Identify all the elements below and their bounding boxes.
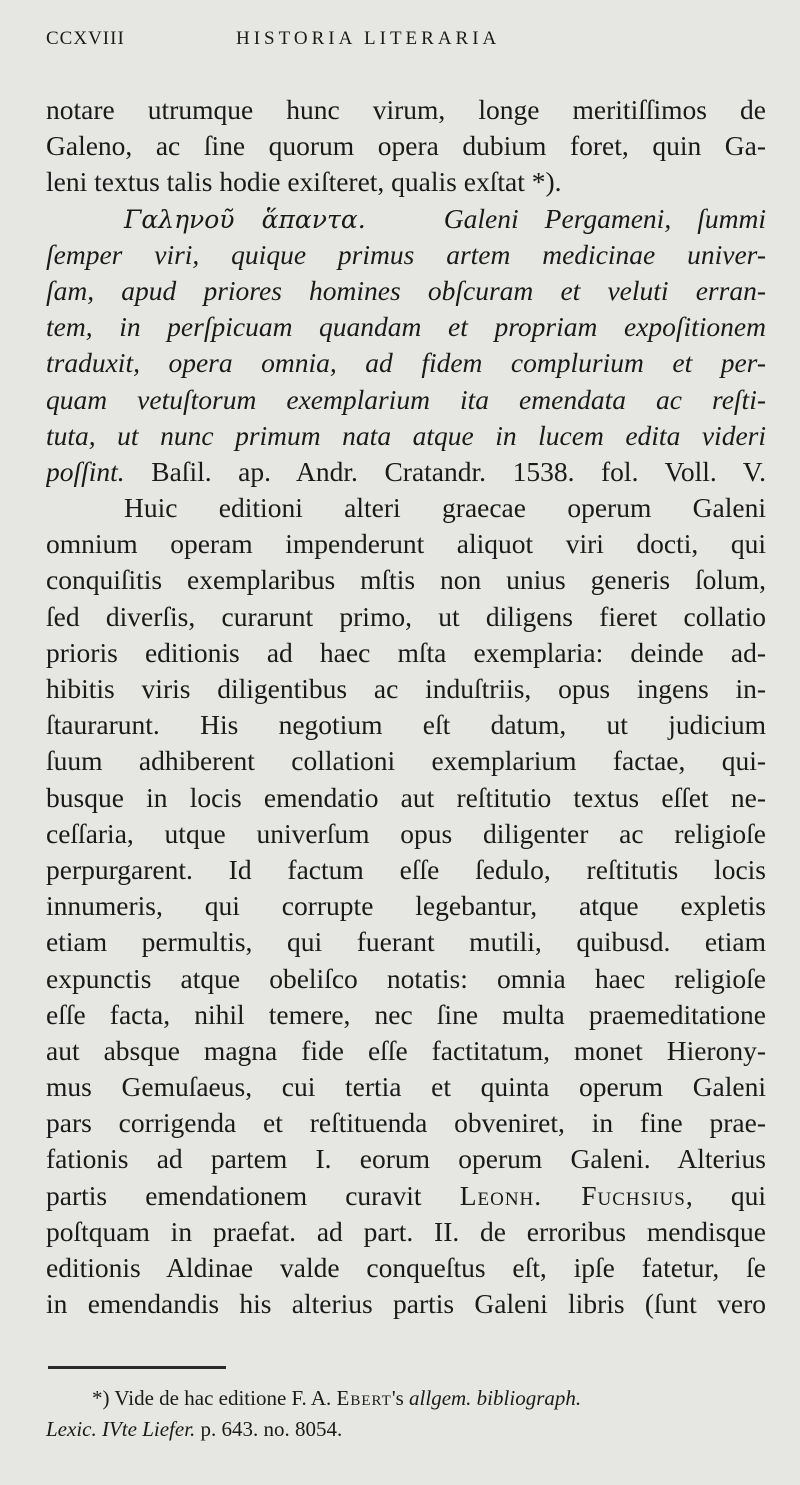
text-line: aut absque magna fide eſſe factitatum, monet Hierony- [46,1034,766,1066]
entry-title-line: Galeni Pergameni, ſummi [443,202,766,234]
text-line: perpurgarent. Id factum eſſe ſedulo, reſtitutis locis [46,853,766,885]
footnote-rule [48,1366,226,1369]
entry-imprint: Baſil. ap. Andr. Cratandr. 1538. fol. Voll. V. [151,455,766,487]
text-line: eſſe facta, nihil temere, nec ſine multa praemeditatione [46,998,766,1030]
text-line: leni textus talis hodie exiſteret, qualis exſtat *). [46,166,562,198]
running-title: HISTORIA LITERARIA [236,28,501,49]
text-segment: partis emendationem curavit [46,1179,460,1211]
entry-title-line: ſam, apud priores homines obſcuram et veluti erran- [46,274,766,306]
text-line: expunctis atque obeliſco notatis: omnia haec religioſe [46,962,766,994]
entry-imprint-line [46,454,766,490]
text-line: notare utrumque hunc virum, longe meritiſſimos de [46,94,766,125]
entry-title-line: quam vetuſtorum exemplarium ita emendata ac reſti- [46,383,766,415]
text-line: omnium operam impenderunt aliquot viri docti, qui [46,528,766,560]
entry-title-line: tuta, ut nunc primum nata atque in lucem edita videri [46,419,766,451]
entry-title-line: tem, in perſpicuam quandam et propriam expoſitionem [46,311,766,343]
text-line: etiam permultis, qui fuerant mutili, quibusd. etiam [46,926,766,958]
text-line: Galeno, ac ſine quorum opera dubium foret, quin Ga- [46,130,766,162]
text-line: Huic editioni alteri graecae operum Galeni [124,492,766,524]
bibliographic-entry-title [46,201,766,237]
running-head [46,28,766,68]
text-line: innumeris, qui corrupte legebantur, atque expletis [46,890,766,922]
footnote [46,1383,766,1445]
text-line: ſuum adhiberent collationi exemplarium factae, qui- [46,745,766,777]
entry-title-end: poſſint. [46,455,125,487]
footnote-text: p. 643. no. 8054. [195,1417,343,1442]
footnote-line [46,1414,766,1445]
entry-title-line: ſemper viri, quique primus artem medicinae univer- [46,238,766,270]
footnote-text: *) Vide de hac editione F. A. [92,1386,337,1411]
footnote-line [46,1383,766,1414]
text-line: conquiſitis exemplaribus mſtis non unius generis ſolum, [46,564,766,596]
text-segment: , qui [685,1179,766,1211]
text-line: hibitis viris diligentibus ac induſtriis, opus ingens in- [46,673,766,704]
footnote-text: 's [391,1386,410,1411]
text-line: ceſſaria, utque univerſum opus diligenter ac religioſe [46,817,766,849]
text-line: in emendandis his alterius partis Galeni libris (ſunt vero [46,1288,766,1320]
text-line: editionis Aldinae valde conqueſtus eſt, ipſe fatetur, ſe [46,1252,766,1283]
person-name: Ebert [336,1386,392,1411]
text-line: ſtaurarunt. His negotium eſt datum, ut judicium [46,709,766,741]
text-line: pars corrigenda et reſtituenda obveniret, in fine prae- [46,1107,766,1139]
entry-title-line: traduxit, opera omnia, ad fidem complurium et per- [46,347,766,379]
text-line: ſed diverſis, curarunt primo, ut diligens fieret collatio [46,600,766,632]
text-line: prioris editionis ad haec mſta exemplaria: deinde ad- [46,636,766,668]
text-line [46,1178,766,1214]
text-line: fationis ad partem I. eorum operum Galeni. Alterius [46,1143,766,1175]
text-line: poſtquam in praefat. ad part. II. de erroribus mendisque [46,1215,766,1247]
text-line: mus Gemuſaeus, cui tertia et quinta operum Galeni [46,1071,766,1103]
greek-title: Γαληνοῦ ἅπαντα. [124,204,366,234]
footnote-citation: allgem. bibliograph. [409,1386,582,1411]
footnote-citation: Lexic. IVte Liefer. [46,1417,196,1442]
text-line: busque in locis emendatio aut reſtitutio textus eſſet ne- [46,781,766,813]
page-number: CCXVIII [46,28,125,49]
person-name: Leonh. Fuchsius [459,1179,686,1211]
main-text [46,92,766,1322]
